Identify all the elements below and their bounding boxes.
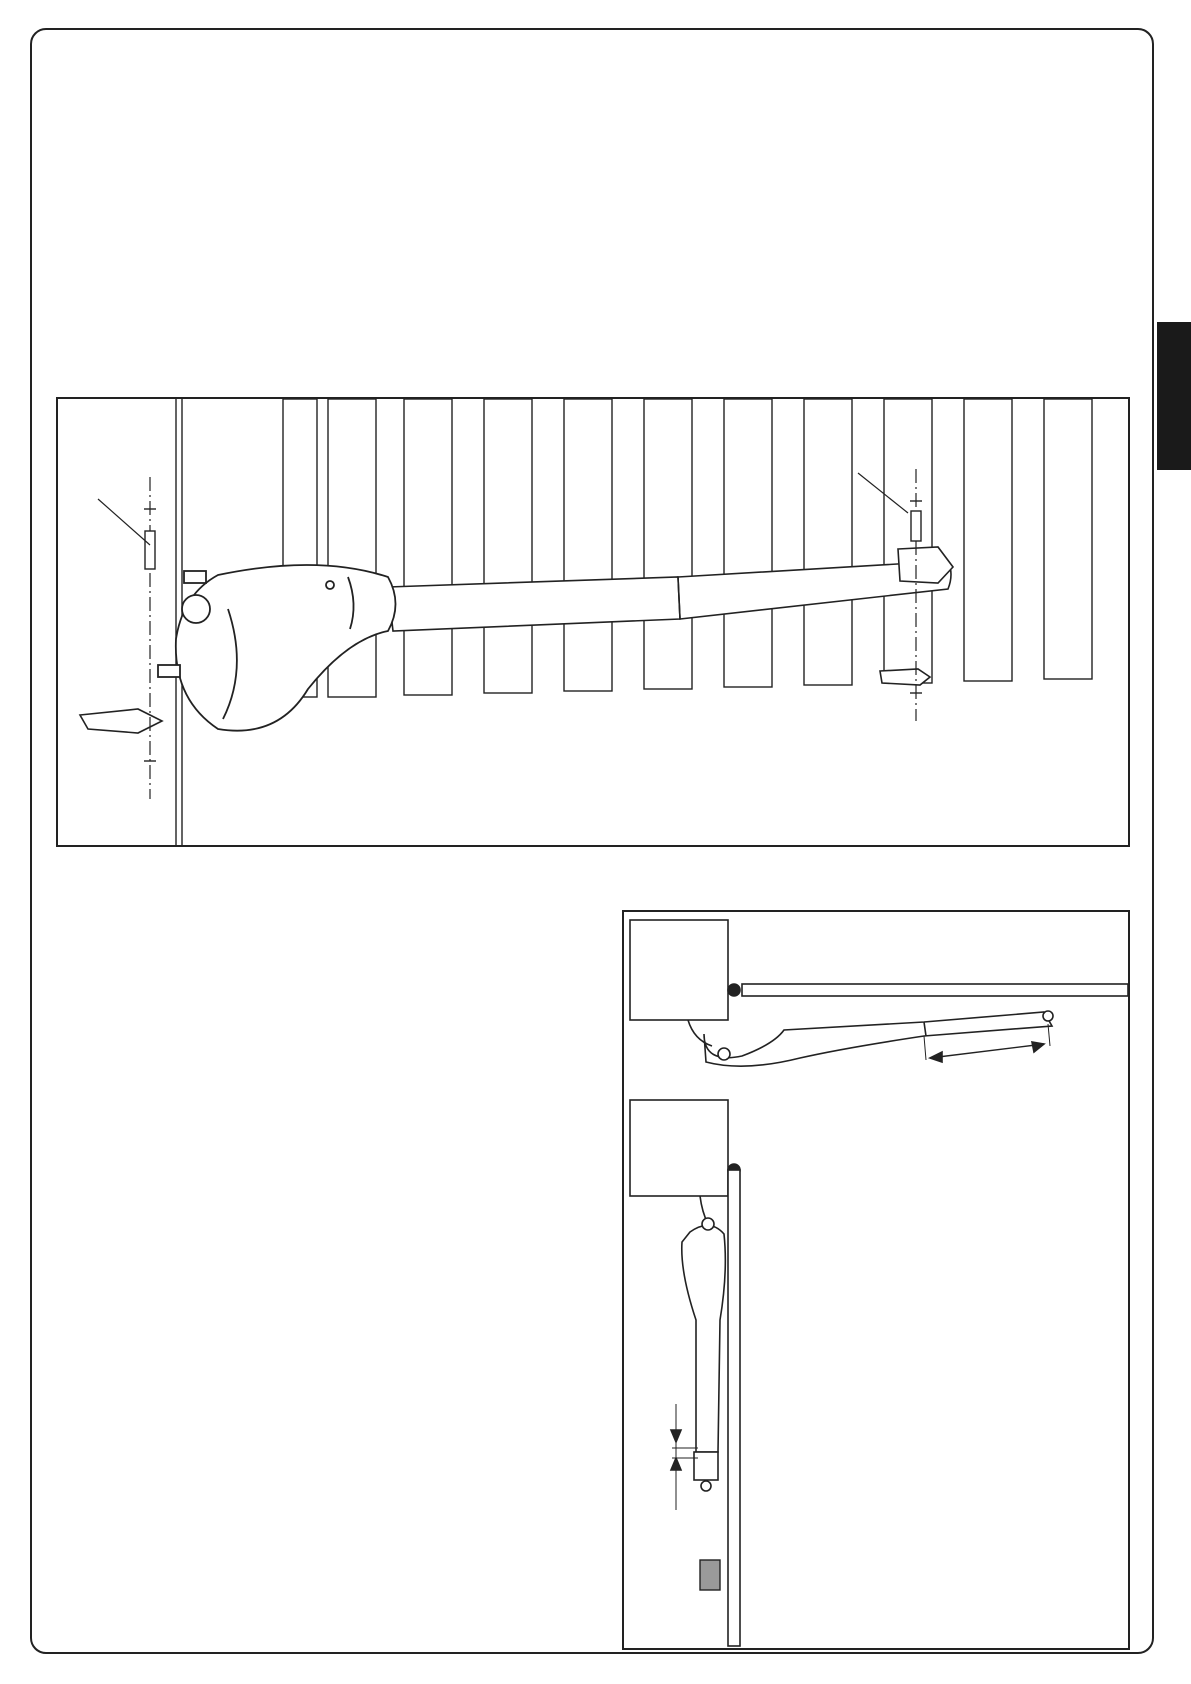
actuator-mounting-drawing [58,399,1128,845]
front-bracket-plate [880,669,930,685]
stroke-dimension-arrow [930,1044,1044,1058]
hinge-upper [728,984,740,996]
gate-positions-drawing [624,912,1128,1648]
gate-positions-figure [622,910,1130,1650]
gate-leaf-closed [742,984,1128,996]
section-tab-marker [1157,322,1191,470]
gate-slats [283,399,1092,697]
front-pin [911,511,921,541]
leader-line-rear-pin [98,499,150,545]
gate-leaf-open [728,1170,740,1646]
gate-stop-block [700,1560,720,1590]
actuator-open [682,1225,726,1452]
pillar-upper [630,920,728,1020]
pillar-lower [630,1100,728,1196]
rear-pin [145,531,155,569]
actuator-closed [704,1012,1052,1066]
actuator-mounting-figure [56,397,1130,847]
